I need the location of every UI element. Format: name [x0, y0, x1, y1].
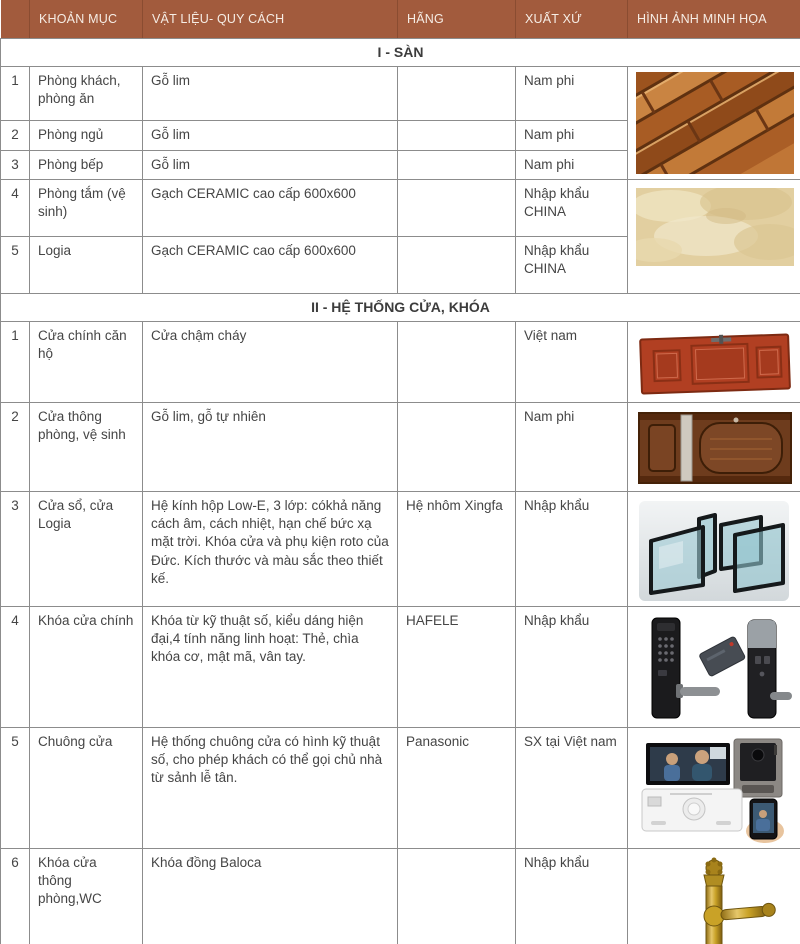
cell-material: Hệ thống chuông cửa có hình kỹ thuật số, cho phép khách có thể gọi chủ nhà từ sảnh lễ tân. — [143, 728, 398, 849]
cell-item: Cửa sổ, cửa Logia — [30, 492, 143, 607]
table-row — [1, 849, 800, 944]
cell-no: 3 — [1, 150, 30, 179]
cell-item: Phòng khách, phòng ăn — [30, 67, 143, 121]
cell-origin: Nam phi — [516, 121, 628, 150]
cell-item: Phòng bếp — [30, 150, 143, 179]
cell-brand — [398, 237, 516, 294]
col-header-brand: HÃNG — [398, 0, 516, 39]
cell-brand: Hệ nhôm Xingfa — [398, 492, 516, 607]
cell-item: Phòng tắm (vệ sinh) — [30, 180, 143, 237]
cell-brand — [398, 849, 516, 944]
table-row — [1, 322, 800, 403]
cell-image — [628, 322, 800, 403]
table-row — [1, 403, 800, 492]
cell-brand — [398, 67, 516, 121]
cell-material: Gạch CERAMIC cao cấp 600x600 — [143, 237, 398, 294]
cell-brand — [398, 121, 516, 150]
col-header-image: HÌNH ẢNH MINH HỌA — [628, 0, 800, 39]
digital-lock-image — [636, 614, 792, 722]
cell-material: Gạch CERAMIC cao cấp 600x600 — [143, 180, 398, 237]
cell-material: Khóa từ kỹ thuật số, kiểu dáng hiện đại,4 tính năng linh hoạt: Thẻ, chìa khóa cơ, mật mã, vân tay. — [143, 607, 398, 728]
cell-origin: Nhập khẩu — [516, 849, 628, 944]
cell-material: Hệ kính hộp Low-E, 3 lớp: cókhả năng cách âm, cách nhiệt, hạn chế bức xạ mặt trời. Khóa cửa và phụ kiện roto của Đức. Kích thước và màu sắc theo thiết kế. — [143, 492, 398, 607]
cell-origin: SX tại Việt nam — [516, 728, 628, 849]
col-header-index — [1, 0, 30, 39]
cell-item: Chuông cửa — [30, 728, 143, 849]
cell-item: Cửa thông phòng, vệ sinh — [30, 403, 143, 492]
cell-item: Logia — [30, 237, 143, 294]
cell-origin: Nhập khẩu CHINA — [516, 180, 628, 237]
cell-origin: Việt nam — [516, 322, 628, 403]
cell-image — [628, 403, 800, 492]
cell-brand — [398, 150, 516, 179]
cell-brand — [398, 180, 516, 237]
fire-door-image — [636, 329, 794, 397]
col-header-material: VẬT LIỆU- QUY CÁCH — [143, 0, 398, 39]
cell-brand — [398, 322, 516, 403]
col-header-origin: XUẤT XỨ — [516, 0, 628, 39]
table-row — [1, 607, 800, 728]
video-doorbell-image — [636, 737, 792, 843]
header-row — [1, 0, 800, 39]
cell-no: 1 — [1, 67, 30, 121]
cell-no: 2 — [1, 121, 30, 150]
section-title-floor: I - SÀN — [1, 39, 800, 67]
insulated-glass-image — [639, 501, 789, 601]
table-row — [1, 67, 800, 121]
cell-material: Khóa đồng Baloca — [143, 849, 398, 944]
cell-no: 4 — [1, 607, 30, 728]
cell-no: 4 — [1, 180, 30, 237]
ceramic-tile-image — [636, 188, 794, 266]
cell-no: 5 — [1, 237, 30, 294]
cell-material: Gỗ lim — [143, 67, 398, 121]
cell-item: Khóa cửa thông phòng,WC — [30, 849, 143, 944]
table-row — [1, 180, 800, 237]
cell-no: 6 — [1, 849, 30, 944]
cell-material: Cửa chậm cháy — [143, 322, 398, 403]
cell-no: 1 — [1, 322, 30, 403]
cell-item: Cửa chính căn hộ — [30, 322, 143, 403]
cell-origin: Nhập khẩu — [516, 607, 628, 728]
section-row-floor — [1, 39, 800, 67]
cell-image — [628, 180, 800, 294]
section-row-doors — [1, 294, 800, 322]
cell-image — [628, 728, 800, 849]
table-row — [1, 492, 800, 607]
cell-item: Phòng ngủ — [30, 121, 143, 150]
table-row — [1, 728, 800, 849]
cell-brand — [398, 403, 516, 492]
col-header-item: KHOẢN MỤC — [30, 0, 143, 39]
wood-flooring-image — [636, 72, 794, 174]
cell-image — [628, 67, 800, 180]
cell-origin: Nhập khẩu CHINA — [516, 237, 628, 294]
cell-image — [628, 849, 800, 944]
cell-image — [628, 607, 800, 728]
cell-material: Gỗ lim — [143, 150, 398, 179]
brass-handle-image — [639, 856, 789, 944]
cell-item: Khóa cửa chính — [30, 607, 143, 728]
cell-no: 2 — [1, 403, 30, 492]
cell-image — [628, 492, 800, 607]
cell-material: Gỗ lim — [143, 121, 398, 150]
cell-origin: Nam phi — [516, 150, 628, 179]
cell-origin: Nam phi — [516, 67, 628, 121]
wood-door-image — [636, 410, 794, 486]
section-title-doors: II - HỆ THỐNG CỬA, KHÓA — [1, 294, 800, 322]
cell-no: 5 — [1, 728, 30, 849]
cell-origin: Nam phi — [516, 403, 628, 492]
cell-material: Gỗ lim, gỗ tự nhiên — [143, 403, 398, 492]
cell-brand: Panasonic — [398, 728, 516, 849]
cell-origin: Nhập khẩu — [516, 492, 628, 607]
cell-no: 3 — [1, 492, 30, 607]
cell-brand: HAFELE — [398, 607, 516, 728]
